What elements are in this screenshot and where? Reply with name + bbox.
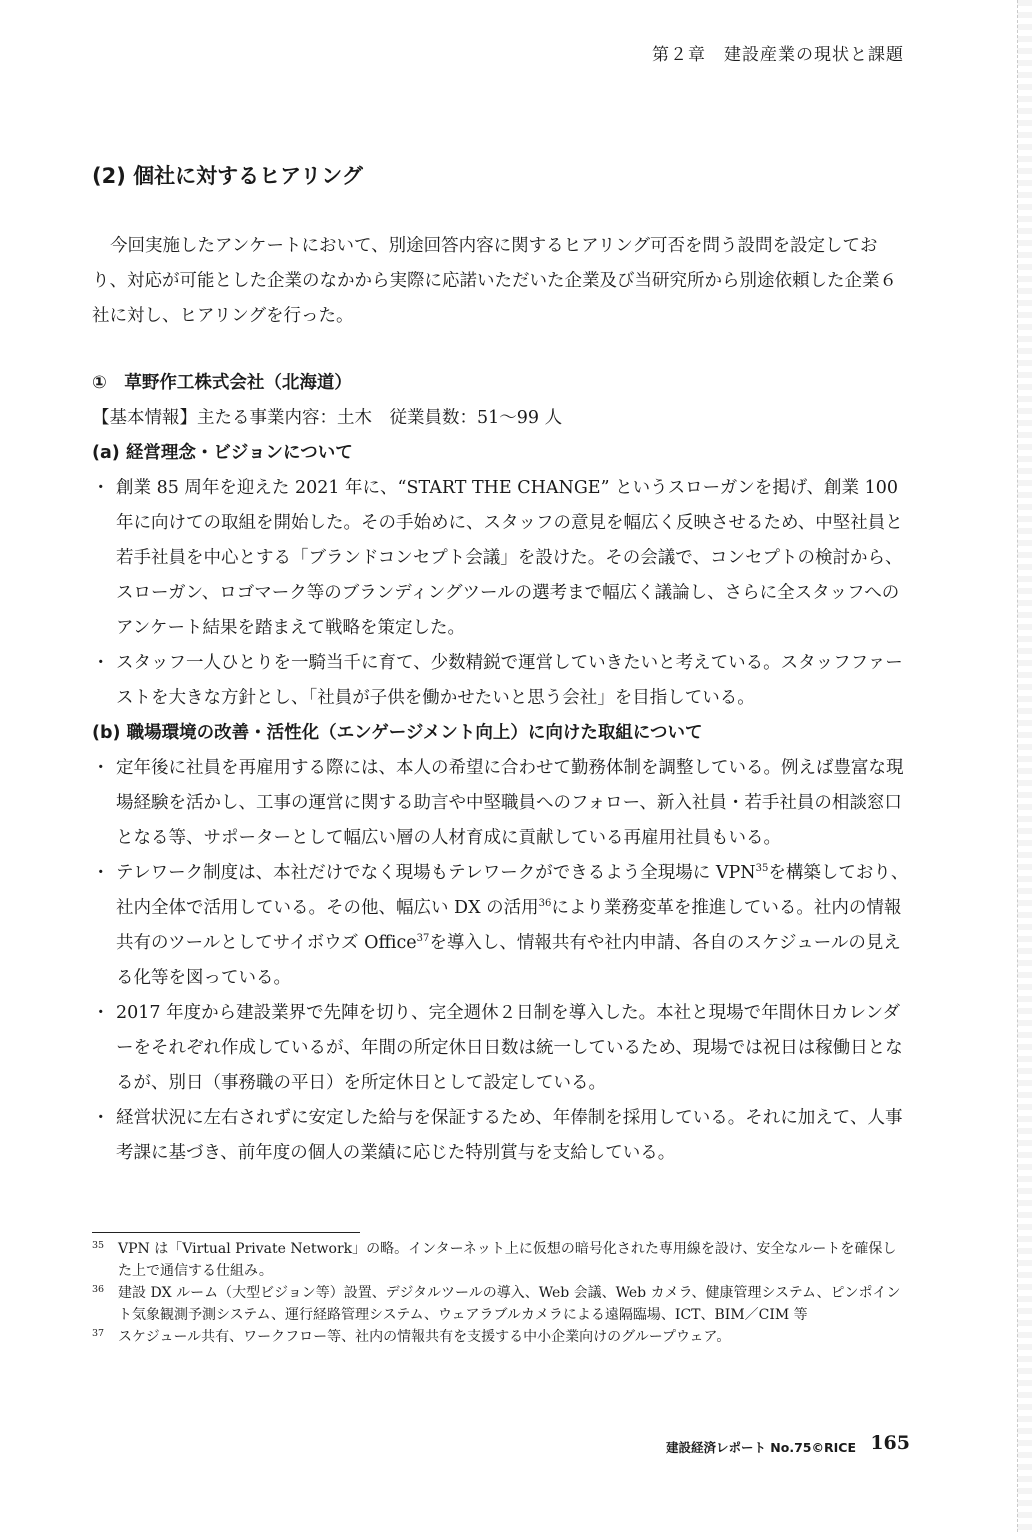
heading-a: (a) 経営理念・ビジョンについて xyxy=(92,443,353,463)
page-number: 165 xyxy=(870,1432,910,1454)
company-title: ① 草野作工株式会社（北海道） xyxy=(92,373,352,393)
bullet-a2: ・ スタッフ一人ひとりを一騎当千に育て、少数精鋭で運営していきたいと考えている。スタッフファーストを大きな方針とし、「社員が子供を働かせたいと思う会社」を目指している。 xyxy=(92,646,910,716)
footnote-text: VPN は「Virtual Private Network」の略。インターネット上に仮想の暗号化された専用線を設け、安全なルートを確保した上で通信する仕組み。 xyxy=(118,1241,897,1279)
page-edge xyxy=(1017,0,1032,1532)
footnote-36 xyxy=(92,1282,910,1326)
footnote-number: 37 xyxy=(92,1328,105,1339)
footnote-37 xyxy=(92,1326,910,1348)
footnote-number: 35 xyxy=(92,1240,105,1251)
bullet-b2-text-4: を導入し、情報共有や社内申請、各自のスケジュールの見える化等を図っている。 xyxy=(116,933,901,988)
footnote-text: 建設 DX ルーム（大型ビジョン等）設置、デジタルツールの導入、Web 会議、Web カメラ、健康管理システム、ピンポイント気象観測予測システム、運行経路管理システム、ウェアラブルカメラによる遠隔臨場、ICT、BIM／CIM 等 xyxy=(118,1285,901,1323)
bullet-a1: ・ 創業 85 周年を迎えた 2021 年に、“START THE CHANGE” というスローガンを掲げ、創業 100 年に向けての取組を開始した。その手始めに、スタッフの意見を幅広く反映させるため、中堅社員と若手社員を中心とする「ブランドコンセプト会議」を設けた。その会議で、コンセプトの検討から、スローガン、ロゴマーク等のブランディングツールの選考まで幅広く議論し、さらに全スタッフへのアンケート結果を踏まえて戦略を策定した。 xyxy=(92,471,910,646)
footnote-ref-37: 37 xyxy=(416,933,430,945)
bullet-b1: ・ 定年後に社員を再雇用する際には、本人の希望に合わせて勤務体制を調整している。例えば豊富な現場経験を活かし、工事の運営に関する助言や中堅職員へのフォロー、新入社員・若手社員の相談窓口となる等、サポーターとして幅広い層の人材育成に貢献している再雇用社員もいる。 xyxy=(92,751,910,856)
footnotes xyxy=(92,1238,910,1348)
footer-label: 建設経済レポート No.75©RICE xyxy=(665,1440,856,1455)
bullet-b2-text-1: テレワーク制度は、本社だけでなく現場もテレワークができるよう全現場に VPN xyxy=(116,863,756,883)
footnote-35 xyxy=(92,1238,910,1282)
section-title: (2) 個社に対するヒアリング xyxy=(92,164,363,188)
footnote-ref-36: 36 xyxy=(538,898,552,910)
heading-b: (b) 職場環境の改善・活性化（エンゲージメント向上）に向けた取組について xyxy=(92,723,703,743)
company-section xyxy=(92,366,910,1171)
footnote-ref-35: 35 xyxy=(755,863,769,875)
footnote-number: 36 xyxy=(92,1284,105,1295)
bullet-b2-text-3: により業務変革を推進している。社内の情報共有のツールとしてサイボウズ Office xyxy=(116,898,902,953)
running-head: 第２章 建設産業の現状と課題 xyxy=(652,45,904,65)
bullet-b2 xyxy=(92,856,910,996)
intro-paragraph: 今回実施したアンケートにおいて、別途回答内容に関するヒアリング可否を問う設問を設定しており、対応が可能とした企業のなかから実際に応諾いただいた企業及び当研究所から別途依頼した企業６社に対し、ヒアリングを行った。 xyxy=(92,236,897,326)
bullet-b3: ・ 2017 年度から建設業界で先陣を切り、完全週休２日制を導入した。本社と現場で年間休日カレンダーをそれぞれ作成しているが、年間の所定休日日数は統一しているため、現場では祝日は稼働日となるが、別日（事務職の平日）を所定休日として設定している。 xyxy=(92,996,910,1101)
bullet-b2-text-2: を構築しており、社内全体で活用している。その他、幅広い DX の活用 xyxy=(116,863,909,918)
footnote-rule xyxy=(92,1232,360,1233)
basic-info: 【基本情報】主たる事業内容：土木 従業員数：51～99 人 xyxy=(92,408,563,428)
footnote-text: スケジュール共有、ワークフロー等、社内の情報共有を支援する中小企業向けのグループウェア。 xyxy=(118,1329,731,1345)
bullet-b4: ・ 経営状況に左右されずに安定した給与を保証するため、年俸制を採用している。それに加えて、人事考課に基づき、前年度の個人の業績に応じた特別賞与を支給している。 xyxy=(92,1101,910,1171)
